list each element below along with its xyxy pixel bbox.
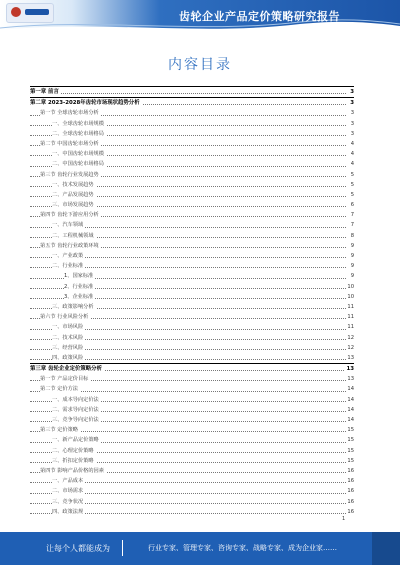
toc-title: 内容目录 — [168, 57, 232, 73]
toc-entry[interactable] — [30, 119, 354, 129]
toc-entry-page: 7 — [350, 210, 354, 220]
toc-entry-page: 13 — [346, 374, 354, 384]
toc-entry-page: 15 — [346, 425, 354, 435]
toc-entry[interactable] — [30, 282, 354, 292]
footer-separator — [122, 540, 123, 556]
toc-entry[interactable] — [30, 312, 354, 322]
toc-entry-page: 8 — [350, 231, 354, 241]
toc-entry-page: 7 — [350, 220, 354, 230]
toc-entry[interactable] — [30, 180, 354, 190]
toc-entry-text: 二、行业标准 — [52, 263, 84, 270]
logo-wordmark — [25, 9, 49, 15]
toc-entry-page: 9 — [350, 241, 354, 251]
toc-entry[interactable] — [30, 220, 354, 230]
toc-entry[interactable] — [30, 292, 354, 302]
toc-entry-page: 3 — [350, 119, 354, 129]
toc-entry[interactable] — [30, 139, 354, 149]
toc-entry-page: 13 — [346, 353, 354, 363]
toc-entry[interactable] — [30, 302, 354, 312]
toc-entry-text: 第一章 前言 — [30, 89, 59, 95]
toc-entry[interactable] — [30, 363, 354, 374]
footer-roles: 行业专家、管理专家、咨询专家、战略专家、成为企业家…… — [148, 544, 337, 552]
toc-entry[interactable] — [30, 486, 354, 496]
toc-entry-page: 16 — [346, 466, 354, 476]
toc-entry[interactable] — [30, 129, 354, 139]
toc-entry[interactable] — [30, 476, 354, 486]
toc-entry-page: 13 — [345, 364, 354, 374]
toc-entry-page: 3 — [349, 98, 354, 108]
toc-entry[interactable] — [30, 108, 354, 118]
toc-entry[interactable] — [30, 466, 354, 476]
toc-entry-text: 二、技术风险 — [52, 334, 84, 341]
toc-entry[interactable] — [30, 343, 354, 353]
toc-entry[interactable] — [30, 231, 354, 241]
footer-slogan: 让每个人都能成为 — [46, 544, 110, 553]
toc-entry-page: 16 — [346, 486, 354, 496]
toc-entry-text: 一、中国齿轮市场规模 — [52, 151, 104, 158]
toc-entry[interactable] — [30, 200, 354, 210]
toc-entry-text: 第三节 定价策略 — [40, 427, 78, 434]
toc-entry-text: 第四节 齿轮下游应用分析 — [40, 212, 99, 219]
toc-entry[interactable] — [30, 333, 354, 343]
toc-entry-text: 二、工程机械领域 — [52, 232, 94, 239]
toc-entry[interactable] — [30, 456, 354, 466]
toc-entry-page: 11 — [346, 312, 354, 322]
toc-entry-text: 一、产品成本 — [52, 478, 84, 485]
toc-entry[interactable] — [30, 384, 354, 394]
table-of-contents — [30, 86, 354, 517]
toc-entry-page: 16 — [346, 476, 354, 486]
toc-entry-page: 3 — [350, 129, 354, 139]
toc-entry-text: 三、折扣定价策略 — [52, 457, 94, 464]
toc-entry-text: 2、行业标准 — [64, 283, 94, 290]
toc-entry[interactable] — [30, 374, 354, 384]
toc-entry-page: 9 — [350, 261, 354, 271]
toc-entry-page: 15 — [346, 446, 354, 456]
toc-entry-page: 14 — [346, 395, 354, 405]
toc-entry-text: 二、中国齿轮市场格局 — [52, 161, 104, 168]
toc-entry-text: 第一节 产品定价目标 — [40, 376, 89, 383]
toc-entry[interactable] — [30, 97, 354, 108]
report-title: 齿轮企业产品定价策略研究报告 — [179, 10, 340, 23]
toc-entry-page: 11 — [346, 302, 354, 312]
toc-entry-page: 16 — [346, 497, 354, 507]
toc-entry-page: 9 — [350, 251, 354, 261]
page-header — [0, 0, 400, 36]
footer-corner-decoration — [372, 532, 400, 565]
toc-entry[interactable] — [30, 271, 354, 281]
toc-entry[interactable] — [30, 507, 354, 517]
toc-entry-text: 三、市场发展趋势 — [52, 202, 94, 209]
toc-entry-page: 15 — [346, 456, 354, 466]
toc-entry-text: 三、竞争导向定价法 — [52, 417, 99, 423]
toc-entry[interactable] — [30, 497, 354, 507]
toc-entry-text: 二、产品发展趋势 — [52, 191, 94, 198]
toc-entry-text: 第三章 齿轮企业定价策略分析 — [30, 366, 102, 373]
toc-entry-text: 第五节 齿轮行业政策环境 — [40, 242, 99, 249]
toc-entry-text: 一、全球齿轮市场规模 — [52, 120, 104, 127]
toc-entry-page: 4 — [350, 139, 354, 149]
toc-entry-text: 二、需求导向定价法 — [52, 406, 99, 413]
toc-entry-page: 6 — [350, 200, 354, 210]
toc-entry-text: 三、经营风险 — [52, 344, 84, 351]
toc-entry-page: 4 — [350, 149, 354, 159]
toc-entry-page: 5 — [350, 190, 354, 200]
toc-entry-text: 1、国家标准 — [64, 273, 94, 280]
toc-entry[interactable] — [30, 446, 354, 456]
toc-entry-page: 12 — [346, 333, 354, 343]
toc-entry-text: 一、市场风险 — [52, 324, 84, 331]
toc-entry-page: 10 — [346, 282, 354, 292]
logo-mark — [11, 7, 21, 17]
toc-entry-text: 三、政策影响分析 — [52, 303, 94, 310]
toc-entry-text: 第六节 行业风险分析 — [40, 314, 89, 321]
toc-entry-text: 3、企业标准 — [64, 293, 94, 300]
toc-entry-text: 第一节 全球齿轮市场分析 — [40, 110, 99, 117]
toc-entry-text: 一、新产品定价策略 — [52, 437, 99, 444]
toc-entry-page: 14 — [346, 405, 354, 415]
toc-entry-page: 5 — [350, 170, 354, 180]
toc-entry-text: 四、政策风险 — [52, 354, 84, 361]
toc-entry-text: 二、全球齿轮市场格局 — [52, 130, 104, 137]
toc-entry-text: 一、汽车领域 — [52, 222, 84, 229]
toc-entry-text: 第三节 齿轮行业发展趋势 — [40, 171, 99, 178]
toc-entry[interactable] — [30, 322, 354, 332]
toc-entry-text: 一、成本导向定价法 — [52, 396, 99, 403]
toc-entry-text: 一、技术发展趋势 — [52, 181, 94, 188]
toc-entry-text: 三、竞争状况 — [52, 498, 84, 505]
toc-entry-page: 4 — [350, 159, 354, 169]
toc-entry-text: 一、产业政策 — [52, 253, 84, 259]
toc-entry[interactable] — [30, 435, 354, 445]
toc-entry[interactable] — [30, 86, 354, 97]
toc-entry[interactable] — [30, 425, 354, 435]
toc-entry[interactable] — [30, 241, 354, 251]
toc-entry-page: 16 — [346, 507, 354, 517]
toc-entry[interactable] — [30, 170, 354, 180]
toc-entry[interactable] — [30, 415, 354, 425]
toc-entry[interactable] — [30, 149, 354, 159]
toc-entry-page: 10 — [346, 292, 354, 302]
toc-entry-text: 第二章 2023-2028年齿轮市场现状趋势分析 — [30, 100, 140, 107]
toc-entry-page: 5 — [350, 180, 354, 190]
toc-leader-dots — [30, 93, 346, 94]
toc-entry-text: 四、政策法规 — [52, 508, 84, 515]
toc-entry-page: 14 — [346, 415, 354, 425]
toc-entry-page: 3 — [350, 108, 354, 118]
toc-entry-text: 二、市场需求 — [52, 488, 84, 495]
toc-entry[interactable] — [30, 395, 354, 405]
toc-entry[interactable] — [30, 261, 354, 271]
toc-entry-text: 第四节 影响产品价格的因素 — [40, 467, 104, 474]
toc-entry-page: 14 — [346, 384, 354, 394]
toc-entry-page: 9 — [350, 271, 354, 281]
page-number: 1 — [342, 516, 346, 522]
toc-entry-page: 11 — [346, 322, 354, 332]
toc-entry-text: 第二节 定价方法 — [40, 386, 78, 393]
toc-entry-page: 15 — [346, 435, 354, 445]
company-logo — [6, 3, 54, 23]
toc-entry[interactable] — [30, 159, 354, 169]
toc-entry-page: 3 — [349, 87, 354, 97]
toc-entry[interactable] — [30, 353, 354, 363]
page-footer — [0, 532, 400, 565]
toc-entry-page: 12 — [346, 343, 354, 353]
toc-entry[interactable] — [30, 210, 354, 220]
toc-entry[interactable] — [30, 190, 354, 200]
toc-entry[interactable] — [30, 251, 354, 261]
toc-entry[interactable] — [30, 405, 354, 415]
toc-entry-text: 第二节 中国齿轮市场分析 — [40, 140, 99, 147]
toc-entry-text: 二、心理定价策略 — [52, 447, 94, 454]
